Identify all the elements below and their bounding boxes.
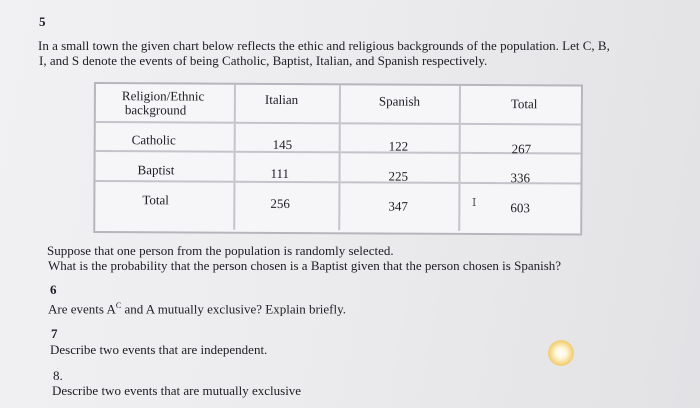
baptist-spanish-value: 225 — [388, 168, 409, 184]
catholic-total-value: 267 — [511, 141, 532, 157]
question-5-number: 5 — [39, 14, 46, 29]
total-italian-value: 256 — [270, 195, 290, 212]
question-5-intro-line1: In a small town the given chart below reflects the ethic and religious backgrounds of the population. Let C, B, — [38, 38, 610, 53]
table-row — [95, 152, 580, 185]
question-7-text: Describe two events that are independent. — [50, 342, 268, 357]
light-glare — [548, 340, 574, 366]
table-row — [95, 182, 580, 232]
table-cell — [340, 153, 460, 182]
total-total-value: 603 — [510, 200, 530, 216]
baptist-italian-value: 111 — [270, 165, 290, 182]
table-cell — [235, 183, 340, 231]
table-cell — [460, 184, 580, 232]
question-5-intro-line2: I, and S denote the events of being Catholic, Baptist, Italian, and Spanish respectively. — [39, 53, 488, 68]
table-cell — [236, 124, 341, 152]
table-header-cell — [96, 84, 236, 122]
table-header-cell — [341, 85, 461, 123]
population-table — [93, 82, 583, 236]
question-5-prompt-line1: Suppose that one person from the population is randomly selected. — [47, 243, 394, 258]
table-cell — [95, 182, 235, 230]
table-cell — [461, 125, 581, 157]
catholic-italian-value: 145 — [272, 136, 293, 153]
question-6-number: 6 — [50, 282, 57, 297]
header-background: background — [124, 102, 187, 118]
table-header-cell — [461, 86, 581, 124]
table-cell — [95, 152, 235, 181]
table-cell — [235, 153, 340, 182]
catholic-spanish-value: 122 — [388, 138, 409, 154]
table-cell — [340, 183, 460, 231]
text-cursor-icon: I — [472, 196, 477, 209]
header-italian: Italian — [264, 91, 299, 108]
question-5-prompt-line2: What is the probability that the person chosen is a Baptist given that the person chosen is Spanish? — [48, 258, 562, 273]
baptist-total-value: 336 — [510, 170, 531, 186]
table-cell — [460, 154, 580, 186]
question-8-text: Describe two events that are mutually exclusive — [52, 383, 302, 398]
header-total: Total — [510, 96, 538, 112]
row-label-catholic: Catholic — [131, 132, 176, 148]
complement-superscript: C — [115, 301, 122, 310]
header-religion-ethnic: Religion/Ethnic — [121, 88, 205, 104]
row-label-total: Total — [142, 192, 169, 208]
table-cell — [96, 123, 236, 151]
table-cell — [341, 124, 461, 152]
question-6-text-b: and A mutually exclusive? Explain briefly. — [121, 301, 347, 317]
row-label-baptist: Baptist — [137, 162, 175, 178]
table-header-cell — [236, 85, 341, 123]
question-6-text-a: Are events A — [48, 301, 116, 317]
question-8-number: 8. — [53, 368, 63, 383]
table-row — [96, 123, 581, 155]
header-spanish: Spanish — [378, 93, 421, 109]
table-header-row — [96, 84, 581, 126]
question-7-number: 7 — [51, 326, 58, 341]
question-6-text — [48, 298, 346, 316]
total-spanish-value: 347 — [388, 198, 408, 214]
